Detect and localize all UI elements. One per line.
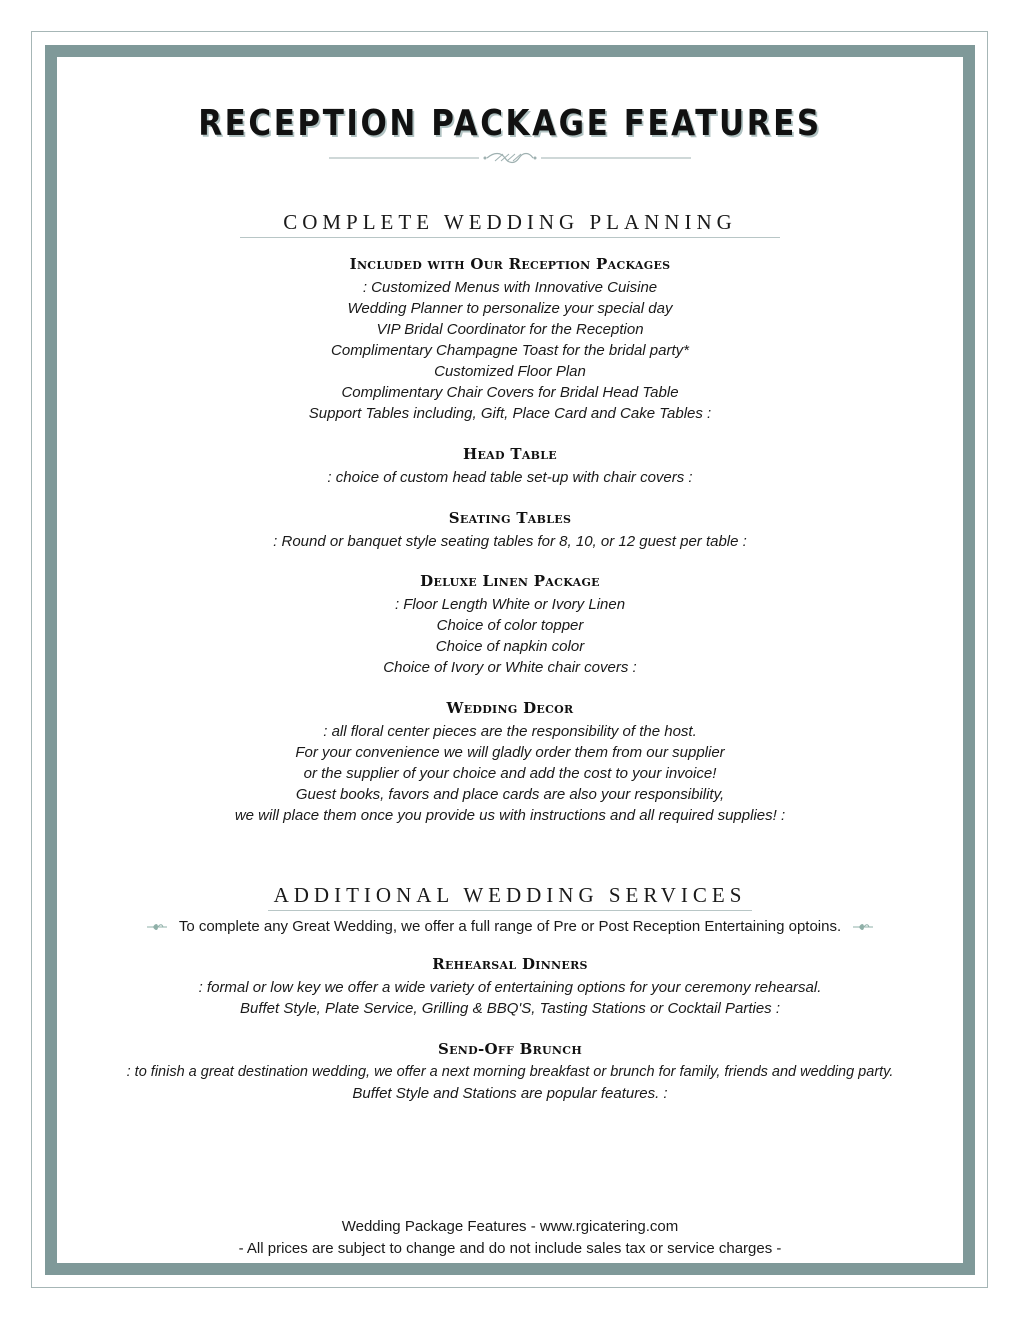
section-heading-planning: COMPLETE WEDDING PLANNING — [283, 210, 737, 234]
group-line: Choice of color topper — [436, 617, 584, 634]
group-line: : formal or low key we offer a wide variety of entertaining options for your ceremony rehearsal. — [198, 979, 822, 996]
group-rehearsal-dinners — [40, 953, 980, 1019]
group-title: Deluxe Linen Package — [420, 572, 600, 590]
group-line: : to finish a great destination wedding, we offer a next morning breakfast or brunch for family, friends and wedding party. — [126, 1064, 894, 1080]
group-title: Wedding Decor — [446, 699, 574, 717]
group-line: : Round or banquet style seating tables for 8, 10, or 12 guest per table : — [273, 533, 747, 550]
group-line: : choice of custom head table set-up with chair covers : — [327, 469, 693, 486]
group-line: For your convenience we will gladly order them from our supplier — [295, 744, 725, 761]
group-head-table — [40, 443, 980, 488]
group-line: we will place them once you provide us with instructions and all required supplies! : — [234, 807, 786, 824]
group-line: Buffet Style, Plate Service, Grilling & BBQ'S, Tasting Stations or Cocktail Parties : — [239, 1000, 781, 1017]
group-line: or the supplier of your choice and add the cost to your invoice! — [303, 765, 717, 782]
group-line: : Customized Menus with Innovative Cuisine — [362, 279, 658, 296]
group-line: Wedding Planner to personalize your special day — [347, 300, 673, 317]
group-line: : Floor Length White or Ivory Linen — [394, 596, 626, 613]
services-intro — [0, 916, 1020, 938]
footer-line-disclaimer: - All prices are subject to change and do not include sales tax or service charges - — [238, 1240, 782, 1257]
group-title: Rehearsal Dinners — [432, 955, 588, 973]
group-title: Included with Our Reception Packages — [349, 255, 671, 273]
group-wedding-decor — [40, 697, 980, 826]
group-linen-package — [40, 570, 980, 678]
group-line: VIP Bridal Coordinator for the Reception — [376, 321, 644, 338]
group-line: Complimentary Champagne Toast for the bridal party* — [331, 342, 689, 359]
group-title: Send-Off Brunch — [437, 1040, 583, 1058]
services-intro-text: To complete any Great Wedding, we offer a full range of Pre or Post Reception Entertaining optoins. — [178, 918, 842, 935]
page-title: RECEPTION PACKAGE FEATURES — [198, 103, 822, 144]
leaf-ornament-icon — [146, 922, 168, 932]
group-line: Buffet Style and Stations are popular features. : — [352, 1085, 668, 1102]
group-send-off-brunch — [60, 1038, 960, 1104]
section-rule — [268, 910, 752, 911]
group-line: Choice of napkin color — [435, 638, 585, 655]
group-title: Seating Tables — [448, 509, 572, 527]
group-title: Head Table — [463, 445, 557, 463]
group-line: : all floral center pieces are the responsibility of the host. — [323, 723, 697, 740]
flourish-divider-icon — [329, 150, 691, 166]
group-seating-tables — [40, 507, 980, 552]
group-included-packages — [40, 253, 980, 424]
group-line: Choice of Ivory or White chair covers : — [383, 659, 637, 676]
group-line: Complimentary Chair Covers for Bridal Head Table — [341, 384, 679, 401]
section-rule — [240, 237, 780, 238]
leaf-ornament-icon — [852, 922, 874, 932]
group-line: Customized Floor Plan — [434, 363, 586, 380]
footer-line-site: Wedding Package Features - www.rgicatering.com — [341, 1218, 679, 1235]
group-line: Guest books, favors and place cards are also your responsibility, — [295, 786, 725, 803]
section-heading-services: ADDITIONAL WEDDING SERVICES — [273, 883, 747, 907]
group-line: Support Tables including, Gift, Place Card and Cake Tables : — [308, 405, 712, 422]
